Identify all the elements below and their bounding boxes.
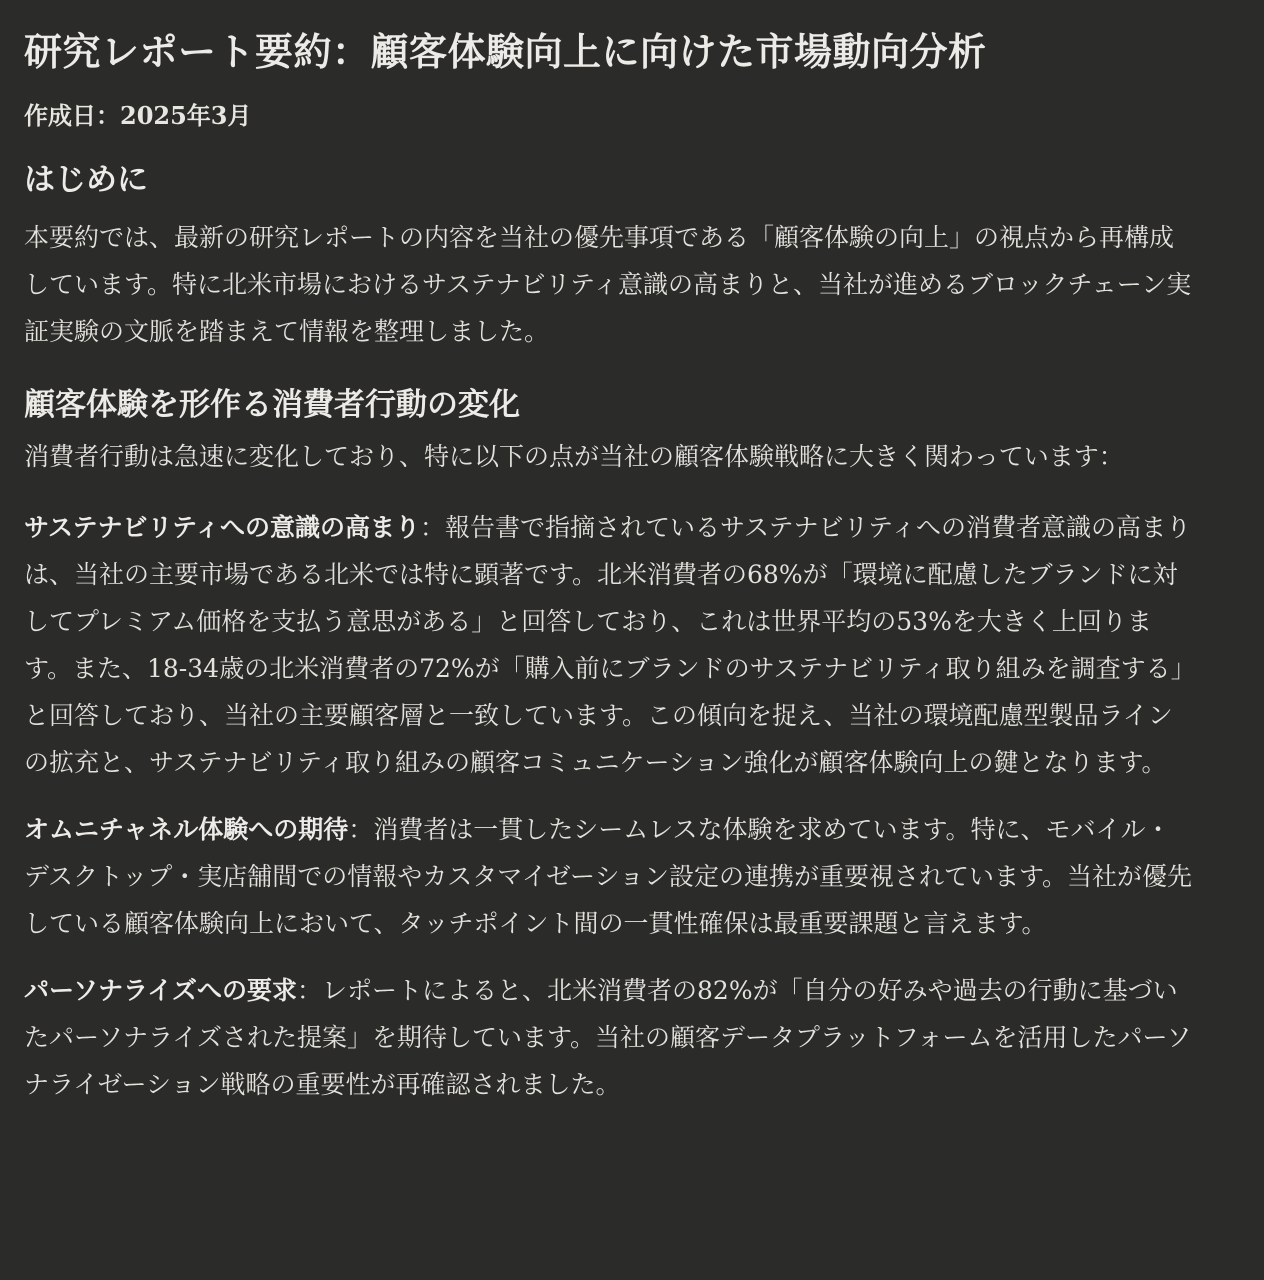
omnichannel-term: オムニチャネル体験への期待: [24, 815, 349, 844]
sustainability-text: ：報告書で指摘されているサステナビリティへの消費者意識の高まりは、当社の主要市場である北米では特に顕著です。北米消費者の68%が「環境に配慮したブランドに対してプレミアム価格を支払う意思がある」と回答しており、これは世界平均の53%を大きく上回ります。また、18-34歳の北米消費者の72%が「購入前にブランドのサステナビリティ取り組みを調査する」と回答しており、当社の主要顧客層と一致しています。この傾向を捉え、当社の環境配慮型製品ラインの拡充と、サステナビリティ取り組みの顧客コミュニケーション強化が顧客体験向上の鍵となります。: [24, 513, 1192, 777]
intro-heading: はじめに: [24, 162, 148, 198]
omnichannel-point: [24, 806, 1194, 947]
sustainability-term: サステナビリティへの意識の高まり: [24, 513, 421, 542]
personalization-term: パーソナライズへの要求: [24, 976, 298, 1005]
intro-paragraph: 本要約では、最新の研究レポートの内容を当社の優先事項である「顧客体験の向上」の視点から再構成しています。特に北米市場におけるサステナビリティ意識の高まりと、当社が進めるブロックチェーン実証実験の文脈を踏まえて情報を整理しました。: [24, 223, 1192, 346]
document-title: 研究レポート要約：顧客体験向上に向けた市場動向分析: [24, 29, 987, 74]
behavior-lead-paragraph: 消費者行動は急速に変化しており、特に以下の点が当社の顧客体験戦略に大きく関わっています：: [24, 442, 1124, 471]
sustainability-point: [24, 504, 1194, 786]
omnichannel-text: ：消費者は一貫したシームレスな体験を求めています。特に、モバイル・デスクトップ・実店舗間での情報やカスタマイゼーション設定の連携が重要視されています。当社が優先している顧客体験向上において、タッチポイント間の一貫性確保は最重要課題と言えます。: [24, 815, 1193, 938]
creation-date: 作成日：2025年3月: [24, 101, 252, 130]
personalization-text: ：レポートによると、北米消費者の82%が「自分の好みや過去の行動に基づいたパーソナライズされた提案」を期待しています。当社の顧客データプラットフォームを活用したパーソナライゼーション戦略の重要性が再確認されました。: [24, 976, 1192, 1099]
behavior-heading: 顧客体験を形作る消費者行動の変化: [24, 387, 520, 423]
personalization-point: [24, 967, 1194, 1108]
